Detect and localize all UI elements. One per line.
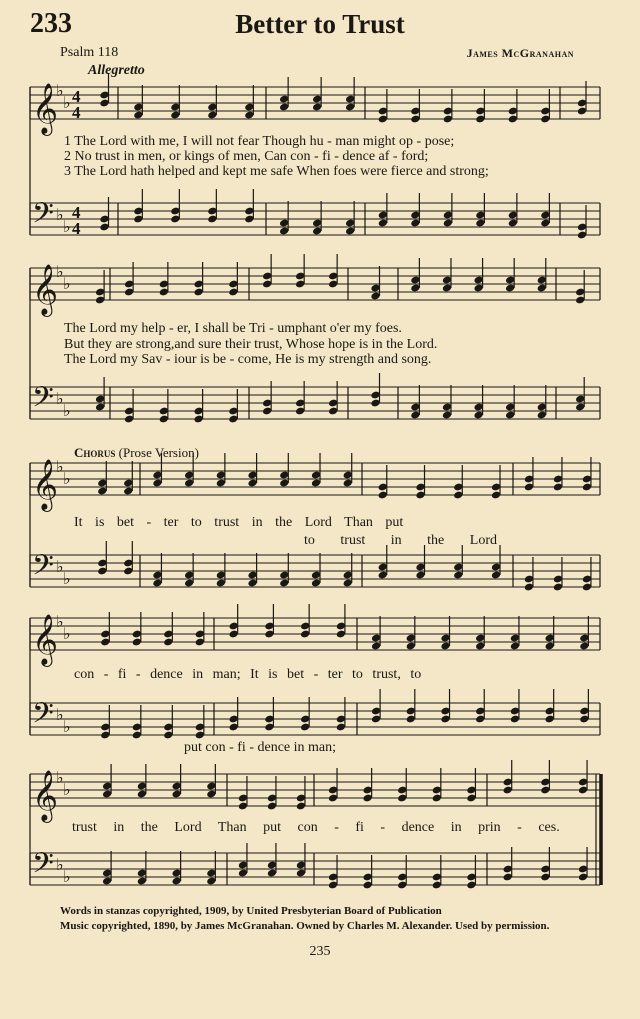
copyright-footer	[60, 904, 608, 934]
stanza-3-line-2: The Lord my Sav - iour is be - come, He is my strength and song.	[64, 352, 432, 367]
stanza-1-line-2: The Lord my help - er, I shall be Tri - umphant o'er my foes.	[64, 321, 402, 336]
flat-icon: ♭	[56, 705, 64, 724]
copyright-line-1: Words in stanzas copyrighted, 1909, by United Presbyterian Board of Publication	[60, 905, 442, 917]
chorus-bass-lyrics-2: put con - fi - dence in man;	[184, 740, 337, 755]
time-signature-top: 4	[72, 203, 81, 222]
hymn-number: 233	[30, 8, 72, 39]
chorus-label-note: (Prose Version)	[118, 445, 199, 460]
bass-staff-9	[30, 853, 600, 885]
time-signature-bottom: 4	[72, 103, 81, 122]
copyright-line-2: Music copyrighted, 1890, by James McGranahan. Owned by Charles M. Alexander. Used by permission.	[60, 920, 550, 932]
flat-icon: ♭	[56, 389, 64, 408]
flat-icon: ♭	[56, 855, 64, 874]
treble-staff-4	[30, 463, 600, 495]
bass-clef-icon: 𝄢	[32, 549, 54, 589]
hymn-title: Better to Trust	[235, 9, 405, 39]
flat-icon: ♭	[63, 274, 71, 293]
stanza-2-line-1: 2 No trust in men, or kings of men, Can con - fi - dence af - ford;	[64, 149, 429, 164]
flat-icon: ♭	[56, 612, 64, 631]
scripture-reference: Psalm 118	[60, 45, 119, 60]
chorus-treble-lyrics-1: It is bet - ter to trust in the Lord Than put	[74, 515, 404, 530]
stanza-1-line-1: 1 The Lord with me, I will not fear Though hu - man might op - pose;	[64, 134, 455, 149]
flat-icon: ♭	[63, 867, 71, 886]
flat-icon: ♭	[63, 469, 71, 488]
flat-icon: ♭	[63, 717, 71, 736]
treble-clef-icon: 𝄞	[32, 83, 59, 134]
treble-clef-icon: 𝄞	[32, 770, 59, 821]
flat-icon: ♭	[63, 217, 71, 236]
treble-staff-8	[30, 774, 600, 806]
flat-icon: ♭	[63, 624, 71, 643]
flat-icon: ♭	[63, 569, 71, 588]
flat-icon: ♭	[63, 93, 71, 112]
flat-icon: ♭	[56, 205, 64, 224]
bass-clef-icon: 𝄢	[32, 381, 54, 421]
flat-icon: ♭	[56, 457, 64, 476]
flat-icon: ♭	[56, 262, 64, 281]
chorus-treble-lyrics-3: trust in the Lord Than put con - fi - dence in prin - ces.	[72, 820, 560, 835]
chorus-label	[74, 445, 199, 461]
bass-clef-icon: 𝄢	[32, 697, 54, 737]
composer-credit: James McGranahan	[466, 46, 574, 60]
chorus-label-text: Chorus	[74, 445, 116, 460]
flat-icon: ♭	[63, 401, 71, 420]
flat-icon: ♭	[56, 557, 64, 576]
tempo-marking: Allegretto	[88, 63, 145, 78]
treble-clef-icon: 𝄞	[32, 614, 59, 665]
flat-icon: ♭	[63, 780, 71, 799]
bass-clef-icon: 𝄢	[32, 847, 54, 887]
chorus-bass-lyrics-1: to trust in the Lord	[304, 533, 497, 548]
time-signature-top: 4	[72, 87, 81, 106]
page-number: 235	[309, 944, 331, 959]
flat-icon: ♭	[56, 768, 64, 787]
flat-icon: ♭	[56, 81, 64, 100]
stanza-3-line-1: 3 The Lord hath helped and kept me safe When foes were fierce and strong;	[64, 164, 489, 179]
bass-clef-icon: 𝄢	[32, 197, 54, 237]
treble-staff-0	[30, 87, 600, 119]
chorus-treble-lyrics-2: con - fi - dence in man; It is bet - ter to trust, to	[74, 667, 422, 682]
stanza-2-line-2: But they are strong,and sure their trust, Whose hope is in the Lord.	[64, 337, 438, 352]
treble-clef-icon: 𝄞	[32, 264, 59, 315]
treble-clef-icon: 𝄞	[32, 459, 59, 510]
time-signature-bottom: 4	[72, 219, 81, 238]
